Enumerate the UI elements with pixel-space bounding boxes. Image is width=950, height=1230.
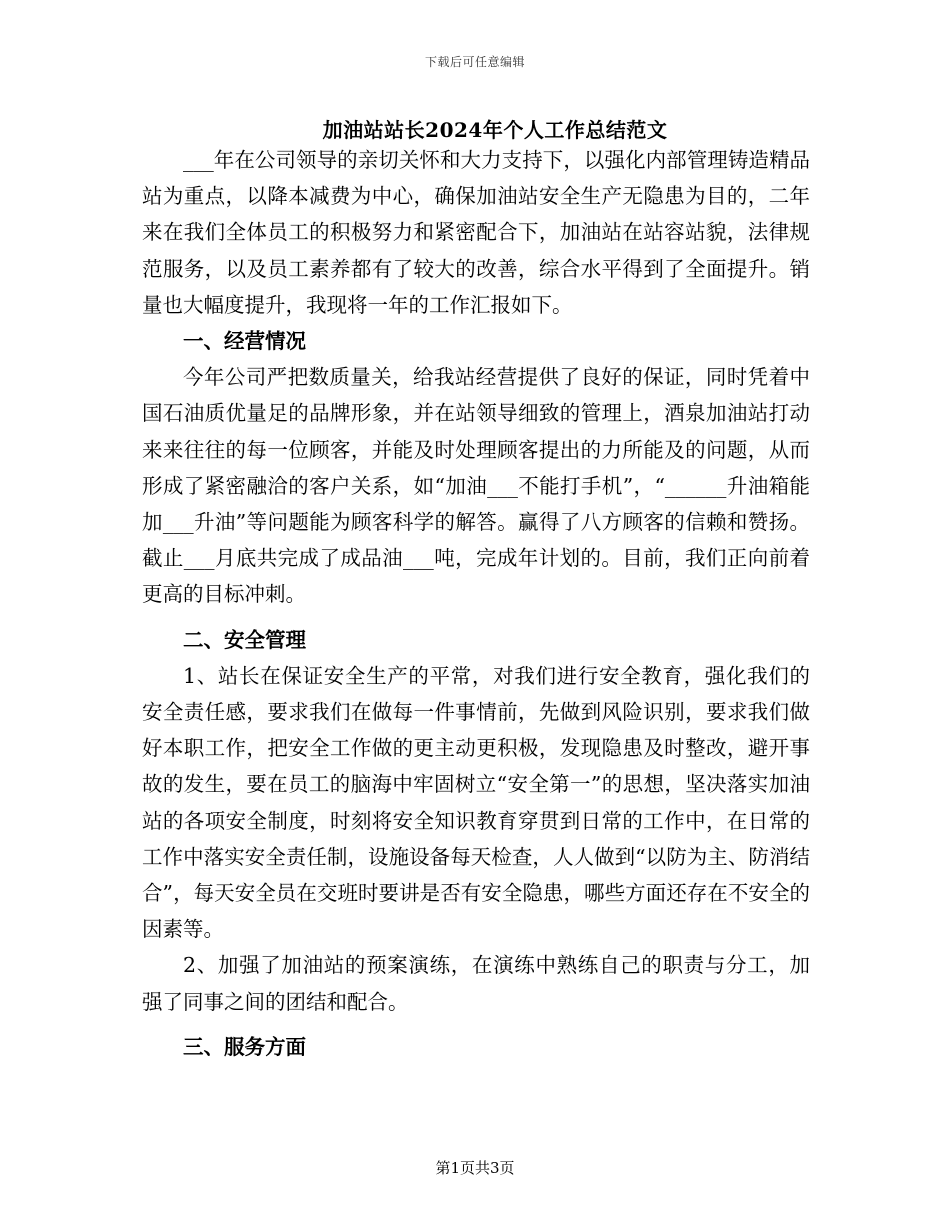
intro-paragraph: ___年在公司领导的亲切关怀和大力支持下，以强化内部管理铸造精品站为重点，以降本减费为中心，确保加油站安全生产无隐患为目的，二年来在我们全体员工的积极努力和紧密配合下，加油站在站容站貌，法律规范服务，以及员工素养都有了较大的改善，综合水平得到了全面提升。销量也大幅度提升，我现将一年的工作汇报如下。 xyxy=(142,148,810,317)
document-title: 加油站站长2024年个人工作总结范文 xyxy=(322,118,668,142)
page-number: 第1页共3页 xyxy=(435,1159,515,1177)
section-heading-safety: 二、安全管理 xyxy=(183,627,306,652)
safety-item-2: 2、加强了加油站的预案演练，在演练中熟练自己的职责与分工，加强了同事之间的团结和配合。 xyxy=(142,953,810,1014)
document-body xyxy=(142,142,810,1065)
header-note: 下载后可任意编辑 xyxy=(424,55,525,69)
safety-item-1: 1、站长在保证安全生产的平常，对我们进行安全教育，强化我们的安全责任感，要求我们在做每一件事情前，先做到风险识别，要求我们做好本职工作，把安全工作做的更主动更积极，发现隐患及时整改，避开事故的发生，要在员工的脑海中牢固树立“安全第一”的思想，坚决落实加油站的各项安全制度，时刻将安全知识教育穿贯到日常的工作中，在日常的工作中落实安全责任制，设施设备每天检查，人人做到“以防为主、防消结合”，每天安全员在交班时要讲是否有安全隐患，哪些方面还存在不安全的因素等。 xyxy=(142,663,810,942)
section-heading-service: 三、服务方面 xyxy=(183,1034,306,1059)
operations-paragraph: 今年公司严把数质量关，给我站经营提供了良好的保证，同时凭着中国石油质优量足的品牌形象，并在站领导细致的管理上，酒泉加油站打动来来往往的每一位顾客，并能及时处理顾客提出的力所能及的问题，从而形成了紧密融洽的客户关系，如“加油___不能打手机”，“______升油箱能加___升油”等问题能为顾客科学的解答。赢得了八方顾客的信赖和赞扬。截止___月底共完成了成品油___吨，完成年计划的。目前，我们正向前着更高的目标冲刺。 xyxy=(142,365,810,607)
section-heading-operations: 一、经营情况 xyxy=(183,329,306,354)
